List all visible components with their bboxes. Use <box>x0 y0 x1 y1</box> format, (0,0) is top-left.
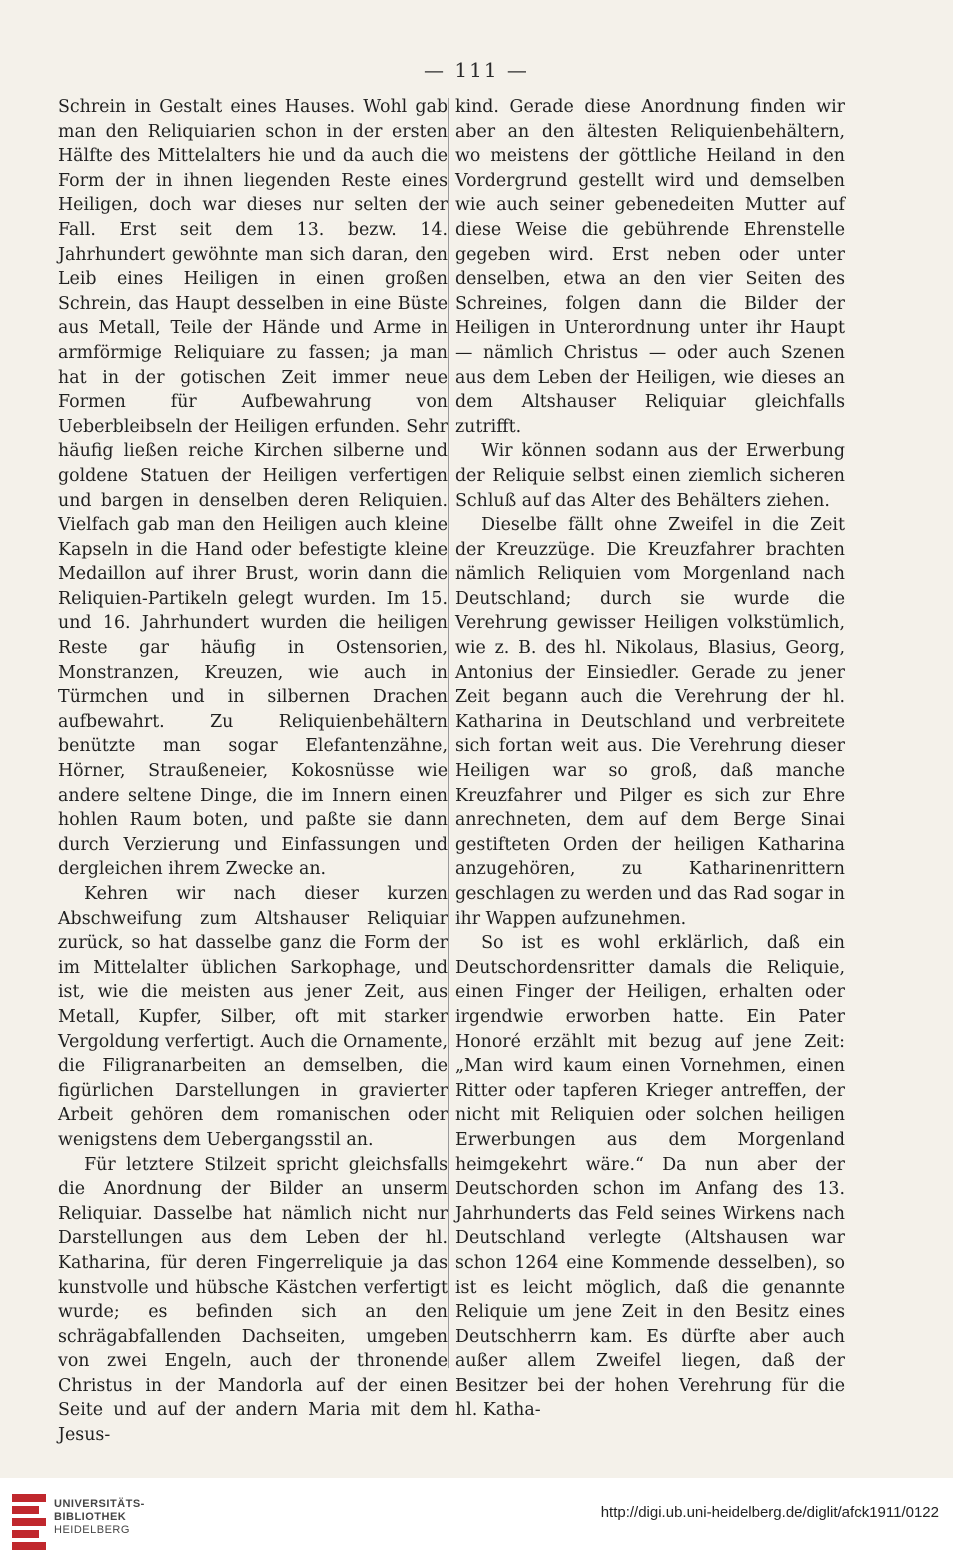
paragraph: Schrein in Gestalt eines Hauses. Wohl gab man den Reliquiarien schon in der ersten Hälfte des Mittelalters hie und da auch die Form der in ihnen liegenden Reste eines Heiligen, doch war dieses nur selten der Fall. Erst seit dem 13. bezw. 14. Jahrhundert gewöhnte man sich daran, den Leib eines Heiligen in einen großen Schrein, das Haupt desselben in eine Büste aus Metall, Teile der Hände und Arme in armförmige Reliquiare zu fassen; ja man hat in der gotischen Zeit immer neue Formen für Aufbewahrung von Ueberbleibseln der Heiligen erfunden. Sehr häufig ließen reiche Kirchen silberne und goldene Statuen der Heiligen verfertigen und bargen in denselben deren Reliquien. Vielfach gab man den Heiligen auch kleine Kapseln in die Hand oder befestigte kleine Medaillon auf ihrer Brust, worin dann die Reliquien-Partikeln gelegt wurden. Im 15. und 16. Jahrhundert wurden die heiligen Reste gar häufig in Ostensorien, Monstranzen, Kreuzen, wie auch in Türmchen und in silbernen Drachen aufbewahrt. Zu Reliquienbehältern benützte man sogar Elefantenzähne, Hörner, Straußeneier, Kokosnüsse wie andere seltene Dinge, die im Innern einen hohlen Raum boten, und paßte sie dann durch Verzierung und Einfassungen und dergleichen ihrem Zwecke an. <box>58 97 448 880</box>
paragraph: So ist es wohl erklärlich, daß ein Deutschordensritter damals die Reliquie, einen Finger der Heiligen, erhalten oder irgendwie erworben hatte. Ein Pater Honoré erzählt mit bezug auf jene Zeit: „Man wird kaum einen Vornehmen, einen Ritter oder tapferen Krieger antreffen, der nicht mit Reliquien oder solchen heiligen Erwerbungen aus dem Morgenland heimgekehrt wäre.“ Da nun aber der Deutschorden schon im Anfang des 13. Jahrhunderts das Feld seines Wirkens nach Deutschland verlegte (Altshausen war schon 1264 eine Kommende desselben), so ist es leicht möglich, daß die genannte Reliquie um jene Zeit in den Besitz eines Deutschherrn kam. Es dürfte aber auch außer allem Zweifel liegen, daß der Besitzer bei der hohen Verehrung für die hl. Katha- <box>455 933 845 1421</box>
column-divider <box>448 98 449 1368</box>
paragraph: Für letztere Stilzeit spricht gleichsfalls die Anordnung der Bilder an unserm Reliquiar. Dasselbe hat nämlich nicht nur Darstellungen aus dem Leben der hl. Katharina, für deren Fingerreliquie ja das kunstvolle und hübsche Kästchen verfertigt wurde; es befinden sich an den schrägabfallenden Dachseiten, umgeben von zwei Engeln, auch der thronende Christus in der Mandorla auf der einen Seite und auf der andern Maria mit dem Jesus- <box>58 1154 448 1446</box>
library-name-line: BIBLIOTHEK <box>54 1511 127 1523</box>
library-name-line: HEIDELBERG <box>54 1524 130 1536</box>
source-url-link[interactable]: http://digi.ub.uni-heidelberg.de/diglit/afck1911/0122 <box>600 1504 939 1521</box>
paragraph: Kehren wir nach dieser kurzen Abschweifung zum Altshauser Reliquiar zurück, so hat dasselbe ganz die Form der im Mittelalter üblichen Sarkophage, und ist, wie die meisten aus jener Zeit, aus Metall, Kupfer, Silber, oft mit starker Vergoldung verfertigt. Auch die Ornamente, die Filigranarbeiten an demselben, die figürlichen Darstellungen in gravierter Arbeit gehören dem romanischen oder wenigstens dem Uebergangsstil an. <box>58 884 448 1150</box>
paragraph: Wir können sodann aus der Erwerbung der Reliquie selbst einen ziemlich sicheren Schluß auf das Alter des Behälters ziehen. <box>455 441 845 511</box>
left-column <box>58 95 448 1448</box>
paragraph: Dieselbe fällt ohne Zweifel in die Zeit der Kreuzzüge. Die Kreuzfahrer brachten nämlich Reliquien vom Morgenland nach Deutschland; durch sie wurde die Verehrung gewisser Heiligen volkstümlich, wie z. B. des hl. Nikolaus, Blasius, Georg, Antonius der Einsiedler. Gerade zu jener Zeit begann auch die Verehrung der hl. Katharina in Deutschland und verbreitete sich fortan weit aus. Die Verehrung dieser Heiligen war so groß, daß manche Kreuzfahrer und Pilger es sich zur Ehre anrechneten, dem auf dem Berge Sinai gestifteten Orden der heiligen Katharina anzugehören, zu Katharinenrittern geschlagen zu werden und das Rad sogar in ihr Wappen aufzunehmen. <box>455 515 845 929</box>
paragraph: kind. Gerade diese Anordnung finden wir aber an den ältesten Reliquienbehältern, wo meistens der göttliche Heiland in den Vordergrund gestellt wird und demselben wie auch seiner gebenedeiten Mutter auf diese Weise die gebührende Ehrenstelle gegeben wird. Erst neben oder unter denselben, etwa an den vier Seiten des Schreines, folgen dann die Bilder der Heiligen in Unterordnung unter ihr Haupt — nämlich Christus — oder auch Szenen aus dem Leben der Heiligen, wie dieses an dem Altshauser Reliquiar gleichfalls zutrifft. <box>455 97 845 437</box>
right-column <box>455 95 845 1423</box>
library-name <box>54 1498 145 1537</box>
footer <box>0 1478 953 1564</box>
library-name-line: UNIVERSITÄTS- <box>54 1498 145 1510</box>
page-number: — 111 — <box>424 58 529 82</box>
university-library-logo-icon <box>12 1494 46 1550</box>
